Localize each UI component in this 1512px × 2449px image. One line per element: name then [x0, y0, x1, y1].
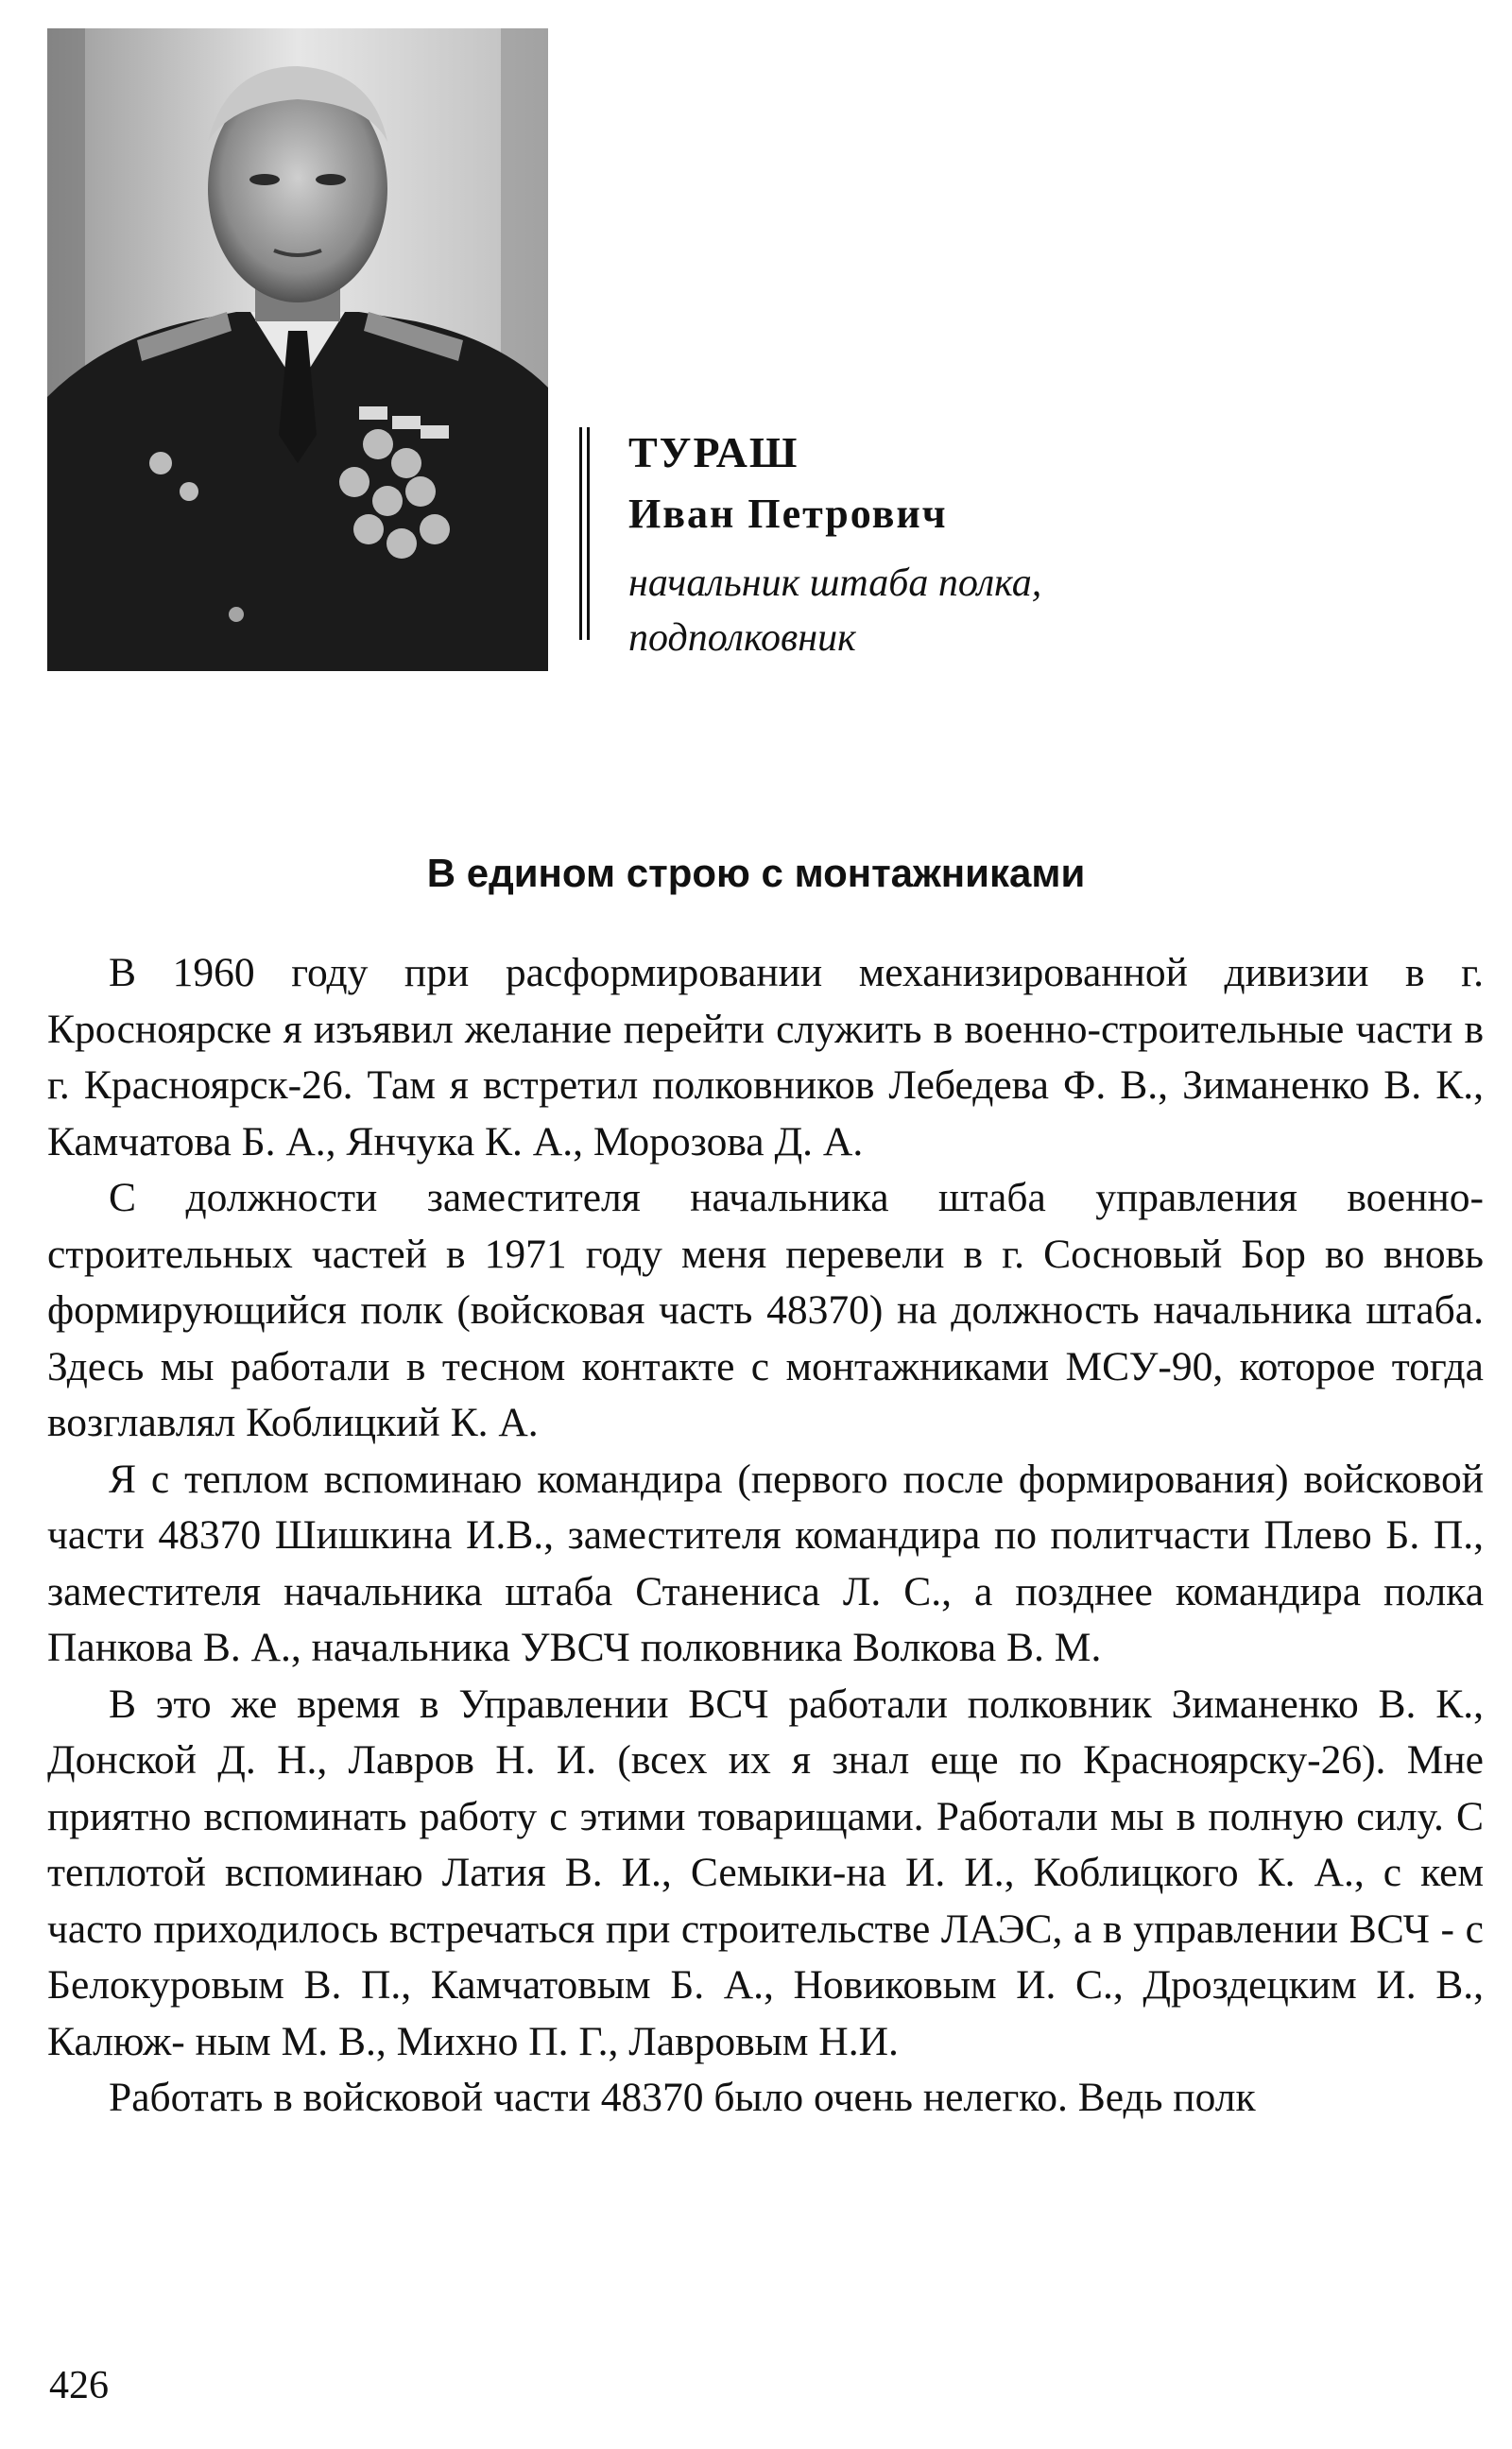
article-title: В едином строю с монтажниками	[426, 851, 1086, 895]
person-surname: ТУРАШ	[628, 428, 799, 476]
position-line-1: начальник штаба полка,	[628, 561, 1042, 605]
paragraph-2: С должности заместителя начальника штаба управления военно-строительных частей в 1971 году меня перевели в г. Сосновый Бор во вновь формирующийся полк (войсковая часть 48370) на должность начальника штаба. Здесь мы работали в тесном контакте с монтажниками МСУ-90, которое тогда возглавлял Коблицкий К. А.	[47, 1175, 1484, 1445]
position-line-2: подполковник	[628, 616, 856, 660]
article-body	[47, 945, 1484, 2127]
paragraph-5: Работать в войсковой части 48370 было очень нелегко. Ведь полк	[109, 2075, 1256, 2120]
bio-divider-rule	[579, 427, 590, 640]
person-position	[628, 556, 1041, 665]
paragraph-4: В это же время в Управлении ВСЧ работали полковник Зиманенко В. К., Донской Д. Н., Лавров Н. И. (всех их я знал еще по Красноярску-26). Мне приятно вспоминать работу с этими товарищами. Работали мы в полную силу. С теплотой вспоминаю Латия В. И., Семыки-на И. И., Коблицкого К. А., с кем часто приходилось встречаться при строительстве ЛАЭС, а в управлении ВСЧ - с Белокуровым В. П., Камчатовым Б. А., Новиковым И. С., Дроздецким И. В., Калюж- ным М. В., Михно П. Г., Лавровым Н.И.	[47, 1681, 1484, 2064]
paragraph-1: В 1960 году при расформировании механизированной дивизии в г. Кросноярске я изъявил желание перейти служить в военно-строительные части в г. Красноярск-26. Там я встретил полковников Лебедева Ф. В., Зиманенко В. К., Камчатова Б. А., Янчука К. А., Морозова Д. А.	[47, 950, 1484, 1164]
paragraph-3: Я с теплом вспоминаю командира (первого после формирования) войсковой части 48370 Шишкина И.В., заместителя командира по политчасти Плево Б. П., заместителя начальника штаба Станениса Л. С., а позднее командира полка Панкова В. А., начальника УВСЧ полковника Волкова В. М.	[47, 1456, 1484, 1670]
page-number: 426	[49, 2364, 109, 2407]
portrait-photo	[47, 28, 548, 671]
person-name: Иван Петрович	[628, 491, 948, 537]
portrait-illustration	[47, 28, 548, 671]
